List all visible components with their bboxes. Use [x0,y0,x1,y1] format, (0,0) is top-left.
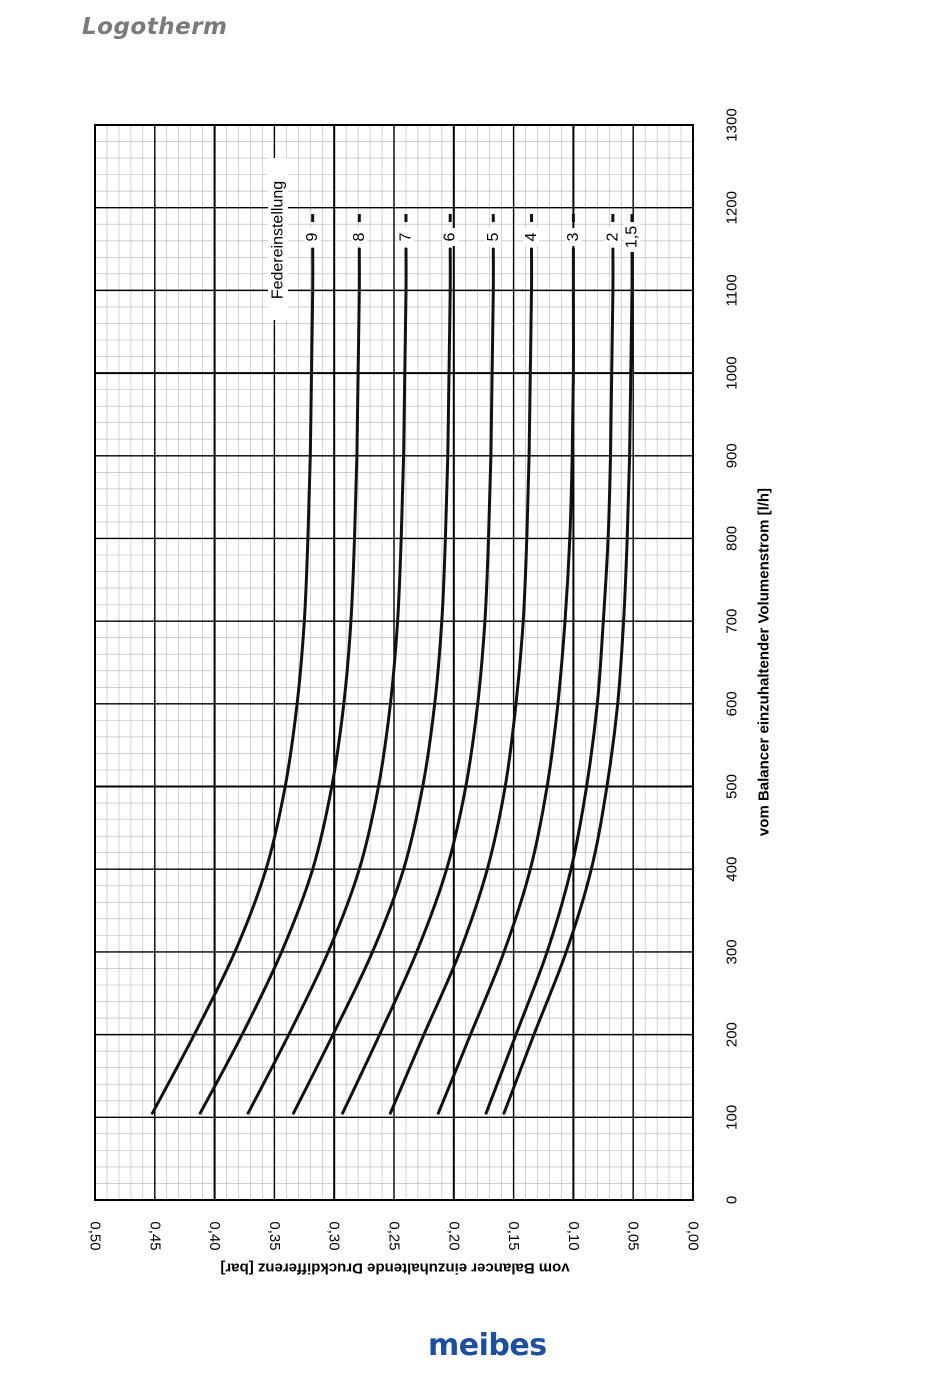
meibes-logo: meibes [428,1328,547,1363]
y-tick-label: 0,50 [86,1221,104,1251]
x-tick-label: 800 [723,525,741,551]
series-label: 2 [604,232,622,242]
series-label: 4 [523,232,541,242]
series-label: 9 [304,232,322,242]
x-tick-label: 1000 [723,356,741,390]
x-tick-label: 1300 [723,108,741,142]
x-tick-label: 1200 [723,191,741,225]
x-axis-title: vom Balancer einzuhaltender Volumenstrom [l/h] [755,487,773,837]
y-tick-label: 0,15 [505,1221,523,1251]
x-tick-label: 400 [723,856,741,882]
y-tick-label: 0,35 [265,1221,283,1251]
y-tick-label: 0,45 [146,1221,164,1251]
series-label: 3 [564,232,582,242]
y-axis-title: vom Balancer einzuhaltende Druckdifferenz [bar] [220,1259,570,1277]
curve-series-9 [152,249,312,1113]
y-tick-label: 0,05 [624,1221,642,1251]
x-tick-label: 0 [723,1195,741,1205]
curve-series-4 [390,249,531,1113]
y-tick-label: 0,10 [564,1221,582,1251]
curve-series-7 [248,249,406,1113]
series-label: 5 [484,232,502,242]
series-label: 7 [397,232,415,242]
x-tick-label: 600 [723,691,741,717]
y-tick-label: 0,30 [325,1221,343,1251]
series-label: 8 [350,232,368,242]
y-tick-label: 0,20 [445,1221,463,1251]
series-label: 6 [441,232,459,242]
curves [152,249,632,1113]
x-tick-label: 300 [723,939,741,965]
labels [87,108,773,1276]
curve-series-8 [200,249,359,1113]
y-tick-label: 0,25 [385,1221,403,1251]
x-tick-label: 500 [723,774,741,800]
x-tick-label: 100 [723,1104,741,1130]
curve-series-6 [294,249,451,1113]
legend-title: Federeinstellung [269,180,287,300]
x-tick-label: 900 [723,443,741,469]
y-tick-label: 0,40 [206,1221,224,1251]
y-tick-label: 0,00 [684,1221,702,1251]
x-tick-label: 1100 [723,274,741,307]
logotherm-logo: Logotherm [82,14,228,40]
x-tick-label: 700 [723,608,741,634]
x-tick-label: 200 [723,1022,741,1048]
series-label: 1,5 [623,225,641,249]
